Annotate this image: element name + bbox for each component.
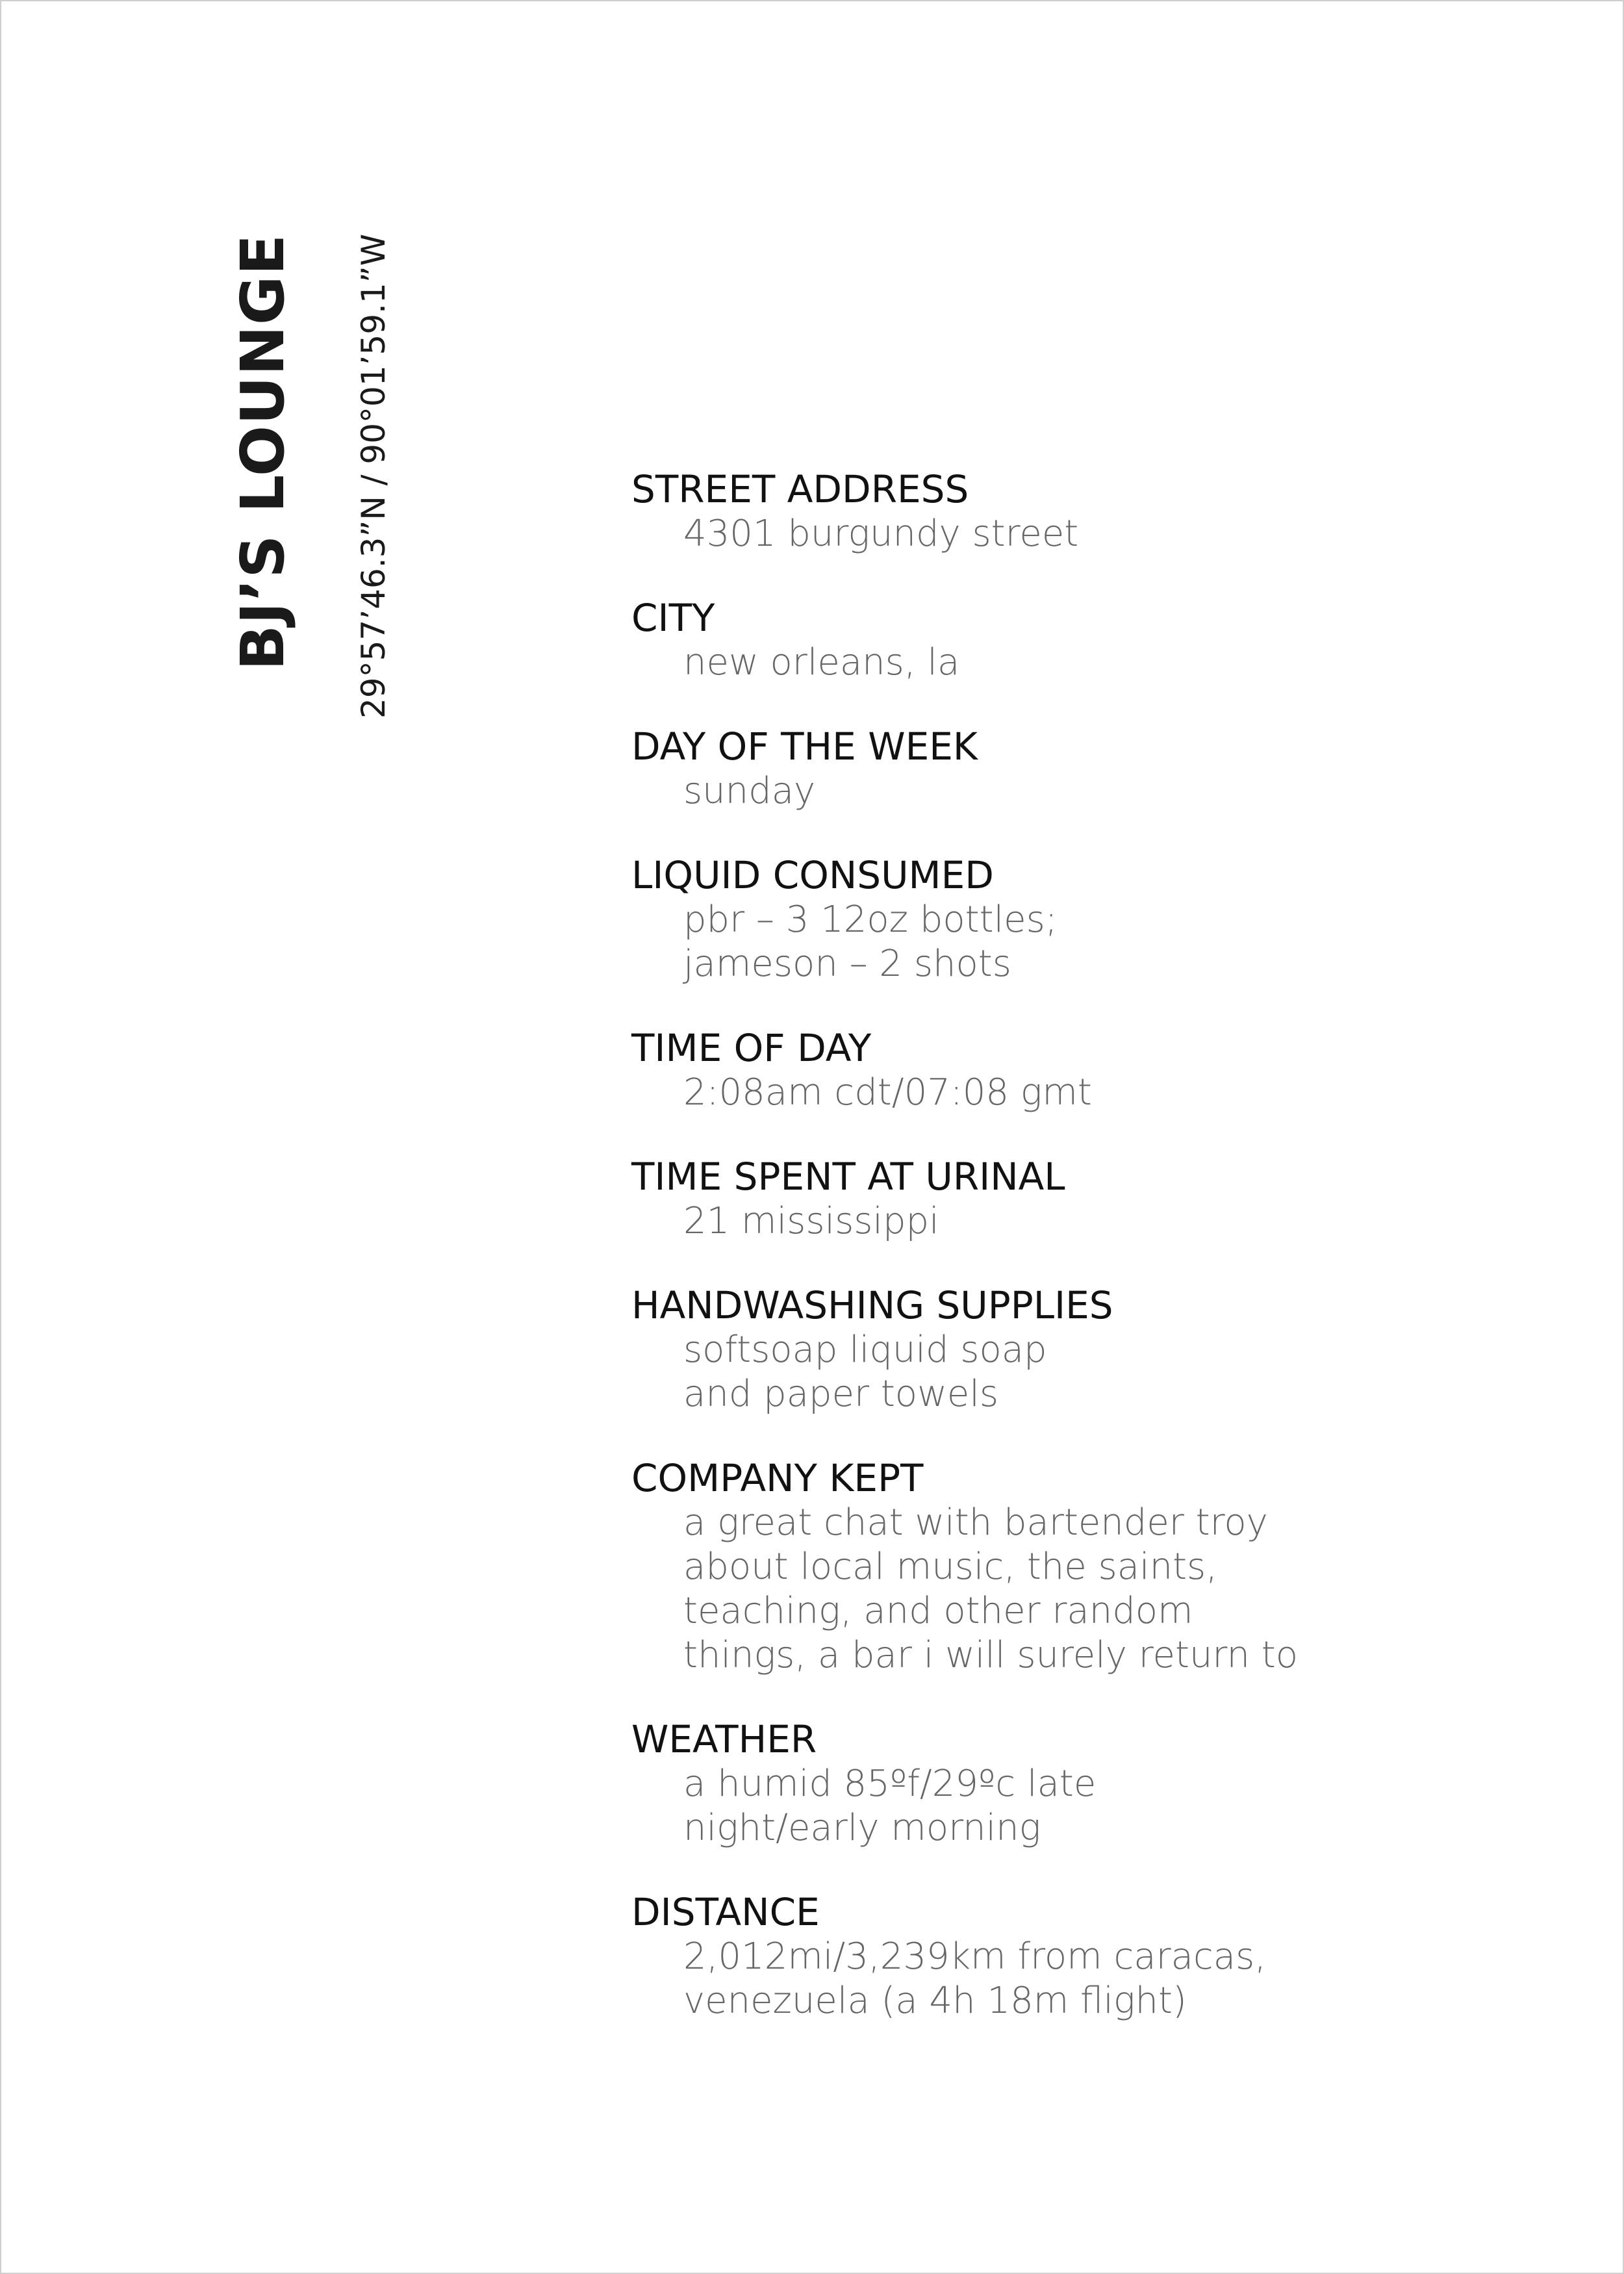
field-distance (631, 1889, 1573, 2023)
field-company-kept (631, 1455, 1573, 1678)
field-label: HANDWASHING SUPPLIES (631, 1283, 1113, 1327)
field-label: COMPANY KEPT (631, 1456, 924, 1500)
field-label: STREET ADDRESS (631, 467, 969, 511)
field-value: sunday (683, 770, 816, 812)
field-label: DAY OF THE WEEK (631, 724, 978, 769)
field-label: CITY (631, 596, 715, 640)
venue-coordinates: 29°57’46.3”N / 90°01’59.1”W (355, 234, 392, 719)
field-value: pbr – 3 12oz bottles; jameson – 2 shots (683, 899, 1058, 985)
field-value: 21 mississippi (683, 1200, 939, 1242)
field-liquid-consumed (631, 852, 1573, 986)
field-city (631, 595, 1573, 685)
field-label: TIME SPENT AT URINAL (631, 1155, 1065, 1199)
field-value: new orleans, la (683, 641, 960, 683)
field-label: WEATHER (631, 1717, 817, 1761)
field-time-at-urinal (631, 1154, 1573, 1244)
field-handwashing-supplies (631, 1283, 1573, 1416)
field-value: a humid 85ºf/29ºc late night/early morning (683, 1763, 1097, 1849)
field-day-of-week (631, 724, 1573, 813)
field-value: softsoap liquid soap and paper towels (683, 1329, 1047, 1415)
field-time-of-day (631, 1025, 1573, 1115)
field-label: TIME OF DAY (631, 1026, 872, 1070)
field-street-address (631, 466, 1573, 556)
field-label: DISTANCE (631, 1890, 820, 1934)
field-label: LIQUID CONSUMED (631, 853, 994, 897)
venue-title: BJ’S LOUNGE (228, 234, 298, 671)
field-value: 2:08am cdt/07:08 gmt (683, 1071, 1092, 1114)
field-weather (631, 1717, 1573, 1850)
field-list (631, 466, 1573, 2062)
field-value: 2,012mi/3,239km from caracas, venezuela (a 4h 18m flight) (683, 1935, 1267, 2022)
field-value: 4301 burgundy street (683, 513, 1079, 555)
field-value: a great chat with bartender troy about local music, the saints, teaching, and other random things, a bar i will surely return to (683, 1501, 1298, 1676)
